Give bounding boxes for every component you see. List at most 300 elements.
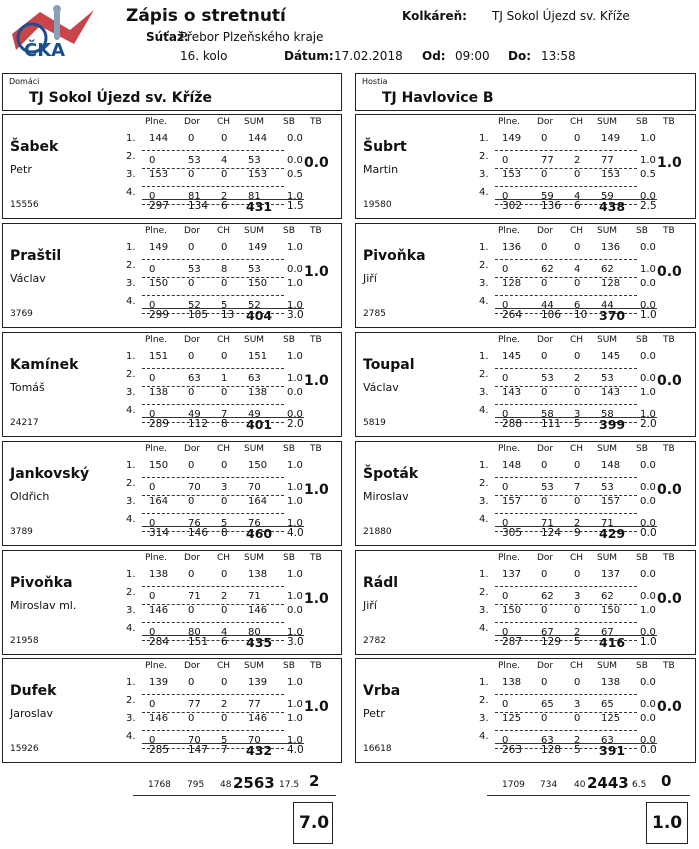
column-header: TB <box>663 335 675 345</box>
player-firstname: Petr <box>10 163 32 176</box>
player-tb: 1.0 <box>304 264 329 280</box>
score-cell: 0 <box>574 133 581 144</box>
score-cell: 0 <box>541 496 548 507</box>
score-cell: 71 <box>601 518 614 529</box>
away-points: 1.0 <box>652 813 683 833</box>
column-header: TB <box>663 661 675 671</box>
row-number: 3. <box>479 169 489 180</box>
score-cell: 71 <box>541 518 554 529</box>
row-separator <box>142 586 284 587</box>
row-number: 1. <box>126 242 136 253</box>
score-cell: 0 <box>574 387 581 398</box>
player-total-cell: 1.0 <box>640 309 657 321</box>
row-number: 1. <box>479 133 489 144</box>
home-total-ch: 48 <box>220 780 232 790</box>
home-total-sb: 17.5 <box>279 780 300 790</box>
score-cell: 59 <box>541 191 554 202</box>
score-cell: 144 <box>248 133 268 144</box>
column-header: SB <box>283 117 295 127</box>
score-cell: 1.0 <box>640 133 656 144</box>
row-number: 4. <box>479 187 489 198</box>
player-tb: 1.0 <box>657 155 682 171</box>
away-totals-line <box>487 795 690 796</box>
row-number: 3. <box>479 713 489 724</box>
score-cell: 70 <box>188 482 201 493</box>
row-number: 3. <box>126 278 136 289</box>
score-cell: 1.0 <box>287 373 303 384</box>
row-number: 3. <box>126 387 136 398</box>
score-cell: 137 <box>601 569 621 580</box>
score-cell: 0.0 <box>640 482 656 493</box>
player-surname: Kamínek <box>10 357 79 373</box>
row-number: 2. <box>479 151 489 162</box>
player-firstname: Václav <box>10 272 46 285</box>
score-cell: 0 <box>221 387 228 398</box>
player-total-cell: 3.0 <box>287 309 304 321</box>
player-total-cell: 4.0 <box>287 744 304 756</box>
score-cell: 0 <box>221 677 228 688</box>
score-cell: 0 <box>574 713 581 724</box>
score-cell: 1.0 <box>287 569 303 580</box>
row-number: 3. <box>126 605 136 616</box>
player-total-cell: 289 <box>149 418 170 430</box>
score-cell: 53 <box>601 482 614 493</box>
score-cell: 0.0 <box>287 409 303 420</box>
player-tb: 0.0 <box>304 155 329 171</box>
column-header: CH <box>570 226 584 236</box>
row-separator <box>142 730 284 731</box>
home-team-box <box>2 73 342 111</box>
score-cell: 138 <box>149 569 169 580</box>
row-separator <box>142 404 284 405</box>
column-header: SUM <box>244 226 265 236</box>
player-block <box>355 332 696 437</box>
score-cell: 63 <box>541 735 554 746</box>
column-header: SUM <box>244 335 265 345</box>
score-cell: 1.0 <box>640 155 656 166</box>
score-cell: 58 <box>541 409 554 420</box>
score-cell: 0 <box>188 278 195 289</box>
player-total-sum: 416 <box>599 635 626 650</box>
player-total-sum: 460 <box>246 526 273 541</box>
score-cell: 0.0 <box>640 713 656 724</box>
row-separator <box>142 368 284 369</box>
row-number: 1. <box>479 242 489 253</box>
score-cell: 153 <box>248 169 268 180</box>
score-cell: 63 <box>248 373 261 384</box>
player-id: 15556 <box>10 200 39 210</box>
score-cell: 49 <box>188 409 201 420</box>
player-total-cell: 106 <box>541 309 562 321</box>
score-cell: 0 <box>574 677 581 688</box>
score-cell: 0.5 <box>640 169 656 180</box>
score-cell: 2 <box>221 699 228 710</box>
column-header: Plne. <box>145 553 168 563</box>
row-separator <box>495 186 637 187</box>
player-surname: Šabek <box>10 139 59 155</box>
score-cell: 146 <box>248 605 268 616</box>
score-cell: 5 <box>221 735 228 746</box>
score-cell: 0 <box>574 569 581 580</box>
score-cell: 63 <box>188 373 201 384</box>
player-tb: 1.0 <box>304 482 329 498</box>
player-firstname: Petr <box>363 707 385 720</box>
score-cell: 1.0 <box>287 735 303 746</box>
score-cell: 1.0 <box>287 518 303 529</box>
player-block <box>355 114 696 219</box>
player-id: 5819 <box>363 418 386 428</box>
score-cell: 149 <box>502 133 522 144</box>
player-block <box>355 441 696 546</box>
column-header: TB <box>310 226 322 236</box>
score-cell: 1.0 <box>640 264 656 275</box>
score-cell: 77 <box>601 155 614 166</box>
player-surname: Šubrt <box>363 139 407 155</box>
score-cell: 65 <box>541 699 554 710</box>
player-surname: Rádl <box>363 575 399 591</box>
score-cell: 138 <box>502 677 522 688</box>
score-cell: 7 <box>574 482 581 493</box>
home-total-tb: 2 <box>309 772 320 790</box>
player-total-cell: 147 <box>188 744 209 756</box>
score-cell: 138 <box>248 387 268 398</box>
column-header: SB <box>283 226 295 236</box>
player-total-sum: 391 <box>599 743 626 758</box>
score-cell: 70 <box>188 735 201 746</box>
score-cell: 0 <box>541 569 548 580</box>
column-header: CH <box>570 661 584 671</box>
score-cell: 150 <box>502 605 522 616</box>
row-separator <box>142 477 284 478</box>
score-cell: 0 <box>149 264 156 275</box>
player-total-sum: 435 <box>246 635 273 650</box>
score-cell: 150 <box>248 278 268 289</box>
player-total-cell: 2.5 <box>640 200 657 212</box>
player-firstname: Jiří <box>363 272 377 285</box>
row-number: 2. <box>479 260 489 271</box>
score-cell: 0 <box>188 387 195 398</box>
score-cell: 80 <box>248 627 261 638</box>
row-separator <box>142 622 284 623</box>
row-number: 1. <box>126 677 136 688</box>
column-header: CH <box>570 335 584 345</box>
score-cell: 81 <box>188 191 201 202</box>
score-cell: 0 <box>502 699 509 710</box>
player-block <box>2 658 342 763</box>
player-total-cell: 9 <box>574 527 581 539</box>
column-header: SUM <box>597 553 618 563</box>
kolkaren-value: TJ Sokol Újezd sv. Kříže <box>492 9 630 23</box>
away-points-box <box>646 802 688 844</box>
score-cell: 81 <box>248 191 261 202</box>
score-cell: 0.0 <box>287 155 303 166</box>
score-cell: 151 <box>248 351 268 362</box>
score-cell: 1.0 <box>287 677 303 688</box>
row-number: 4. <box>126 187 136 198</box>
column-header: CH <box>570 117 584 127</box>
score-cell: 0 <box>221 278 228 289</box>
score-cell: 0 <box>502 591 509 602</box>
score-cell: 1.0 <box>287 351 303 362</box>
player-total-cell: 285 <box>149 744 170 756</box>
score-cell: 53 <box>541 482 554 493</box>
player-id: 24217 <box>10 418 39 428</box>
player-total-cell: 5 <box>574 744 581 756</box>
score-cell: 143 <box>601 387 621 398</box>
score-cell: 52 <box>188 300 201 311</box>
row-number: 1. <box>479 460 489 471</box>
do-label: Do: <box>508 49 532 63</box>
player-total-cell: 297 <box>149 200 170 212</box>
column-header: Plne. <box>498 117 521 127</box>
score-cell: 53 <box>248 155 261 166</box>
row-separator <box>495 694 637 695</box>
away-total-plne: 1709 <box>502 780 525 790</box>
home-points: 7.0 <box>299 813 330 833</box>
column-header: Dor <box>537 335 554 345</box>
column-header: SB <box>636 444 648 454</box>
player-total-cell: 151 <box>188 636 209 648</box>
score-cell: 0.0 <box>640 591 656 602</box>
score-cell: 53 <box>601 373 614 384</box>
score-cell: 4 <box>574 191 581 202</box>
score-cell: 153 <box>601 169 621 180</box>
column-header: SB <box>636 335 648 345</box>
kolkaren-label: Kolkáreň: <box>402 9 467 23</box>
home-total-plne: 1768 <box>148 780 171 790</box>
column-header: SB <box>283 661 295 671</box>
score-cell: 77 <box>541 155 554 166</box>
score-cell: 52 <box>248 300 261 311</box>
column-header: Plne. <box>145 444 168 454</box>
row-separator <box>495 368 637 369</box>
score-cell: 1.0 <box>287 242 303 253</box>
score-cell: 136 <box>601 242 621 253</box>
score-cell: 3 <box>574 699 581 710</box>
score-cell: 0.0 <box>640 278 656 289</box>
score-cell: 1.0 <box>287 699 303 710</box>
row-number: 1. <box>479 351 489 362</box>
score-cell: 0 <box>221 242 228 253</box>
home-totals-line <box>133 795 336 796</box>
player-total-cell: 299 <box>149 309 170 321</box>
row-separator <box>495 586 637 587</box>
score-cell: 150 <box>601 605 621 616</box>
score-cell: 0 <box>541 713 548 724</box>
player-total-cell: 13 <box>221 309 235 321</box>
column-header: Plne. <box>145 117 168 127</box>
row-number: 2. <box>479 478 489 489</box>
score-cell: 0 <box>502 373 509 384</box>
column-header: Plne. <box>498 335 521 345</box>
row-separator <box>495 477 637 478</box>
column-header: SB <box>283 553 295 563</box>
score-cell: 0 <box>221 496 228 507</box>
player-total-cell: 112 <box>188 418 209 430</box>
score-cell: 80 <box>188 627 201 638</box>
score-cell: 0.0 <box>640 677 656 688</box>
score-cell: 144 <box>149 133 169 144</box>
logo <box>10 4 96 60</box>
row-number: 4. <box>479 731 489 742</box>
player-total-sum: 401 <box>246 417 273 432</box>
score-cell: 150 <box>149 460 169 471</box>
away-team-name: TJ Havlovice B <box>382 90 494 106</box>
score-cell: 0 <box>188 133 195 144</box>
score-cell: 0 <box>502 735 509 746</box>
player-total-cell: 111 <box>541 418 562 430</box>
player-id: 16618 <box>363 744 392 754</box>
player-total-cell: 264 <box>502 309 523 321</box>
score-cell: 0 <box>149 409 156 420</box>
player-tb: 0.0 <box>657 373 682 389</box>
row-separator <box>495 404 637 405</box>
row-number: 4. <box>126 296 136 307</box>
player-surname: Jankovský <box>10 466 90 482</box>
column-header: Dor <box>184 226 201 236</box>
datum-label: Dátum: <box>284 49 334 63</box>
score-cell: 0 <box>221 605 228 616</box>
away-total-sb: 6.5 <box>632 780 647 790</box>
score-cell: 150 <box>149 278 169 289</box>
away-total-ch: 40 <box>574 780 586 790</box>
row-number: 4. <box>479 623 489 634</box>
player-total-sum: 438 <box>599 199 626 214</box>
score-cell: 143 <box>502 387 522 398</box>
score-cell: 0.0 <box>287 133 303 144</box>
player-total-cell: 2.0 <box>640 418 657 430</box>
score-cell: 4 <box>221 155 228 166</box>
row-number: 1. <box>126 460 136 471</box>
score-cell: 1.0 <box>287 713 303 724</box>
player-id: 21880 <box>363 527 392 537</box>
player-total-cell: 5 <box>574 636 581 648</box>
score-cell: 70 <box>248 735 261 746</box>
column-header: Dor <box>537 226 554 236</box>
column-header: Plne. <box>498 226 521 236</box>
score-cell: 125 <box>601 713 621 724</box>
player-firstname: Miroslav ml. <box>10 599 77 612</box>
row-separator <box>142 150 284 151</box>
column-header: Dor <box>537 553 554 563</box>
score-cell: 0 <box>188 496 195 507</box>
column-header: Plne. <box>498 553 521 563</box>
score-cell: 0 <box>149 735 156 746</box>
score-cell: 146 <box>149 713 169 724</box>
score-cell: 148 <box>601 460 621 471</box>
player-tb: 0.0 <box>657 482 682 498</box>
row-number: 2. <box>126 587 136 598</box>
player-total-cell: 7 <box>221 744 228 756</box>
score-cell: 77 <box>188 699 201 710</box>
score-cell: 1.0 <box>287 496 303 507</box>
row-separator <box>142 259 284 260</box>
column-header: TB <box>663 117 675 127</box>
column-header: Plne. <box>498 444 521 454</box>
score-cell: 0 <box>188 169 195 180</box>
column-header: TB <box>663 226 675 236</box>
score-cell: 0.0 <box>640 373 656 384</box>
score-cell: 0 <box>541 677 548 688</box>
score-cell: 0.0 <box>287 387 303 398</box>
player-total-sum: 432 <box>246 743 273 758</box>
column-header: SUM <box>597 444 618 454</box>
player-id: 2785 <box>363 309 386 319</box>
score-cell: 157 <box>502 496 522 507</box>
score-cell: 1.0 <box>287 460 303 471</box>
player-total-cell: 6 <box>574 200 581 212</box>
player-surname: Pivoňka <box>363 248 426 264</box>
row-number: 2. <box>479 369 489 380</box>
score-cell: 2 <box>574 627 581 638</box>
column-header: Plne. <box>498 661 521 671</box>
score-cell: 0 <box>149 518 156 529</box>
player-total-cell: 136 <box>541 200 562 212</box>
column-header: CH <box>217 226 231 236</box>
column-header: Dor <box>184 335 201 345</box>
player-id: 15926 <box>10 744 39 754</box>
player-total-cell: 287 <box>502 636 523 648</box>
score-cell: 4 <box>574 264 581 275</box>
column-header: Plne. <box>145 661 168 671</box>
score-cell: 0.0 <box>287 605 303 616</box>
score-cell: 137 <box>502 569 522 580</box>
row-separator <box>495 259 637 260</box>
away-team-role: Hostia <box>362 77 388 86</box>
away-total-dor: 734 <box>540 780 558 790</box>
score-cell: 0.5 <box>287 169 303 180</box>
player-firstname: Tomáš <box>10 381 45 394</box>
score-cell: 76 <box>188 518 201 529</box>
row-number: 4. <box>479 514 489 525</box>
score-cell: 0 <box>188 242 195 253</box>
score-cell: 0 <box>574 460 581 471</box>
score-cell: 0.0 <box>640 351 656 362</box>
player-total-cell: 5 <box>574 418 581 430</box>
score-cell: 53 <box>248 264 261 275</box>
score-cell: 3 <box>221 482 228 493</box>
home-team-role: Domáci <box>9 77 40 86</box>
row-number: 4. <box>126 731 136 742</box>
column-header: Dor <box>537 117 554 127</box>
home-total-dor: 795 <box>187 780 205 790</box>
row-number: 4. <box>126 405 136 416</box>
row-number: 3. <box>479 387 489 398</box>
score-cell: 76 <box>248 518 261 529</box>
score-cell: 6 <box>574 300 581 311</box>
player-surname: Toupal <box>363 357 415 373</box>
score-cell: 1.0 <box>287 591 303 602</box>
score-cell: 0 <box>221 713 228 724</box>
score-cell: 0 <box>221 133 228 144</box>
score-cell: 157 <box>601 496 621 507</box>
column-header: Dor <box>184 117 201 127</box>
score-cell: 71 <box>188 591 201 602</box>
score-cell: 0 <box>541 169 548 180</box>
column-header: TB <box>310 335 322 345</box>
score-cell: 0 <box>574 169 581 180</box>
row-number: 2. <box>479 695 489 706</box>
away-total-tb: 0 <box>661 772 672 790</box>
column-header: SUM <box>597 335 618 345</box>
column-header: CH <box>217 553 231 563</box>
score-cell: 0 <box>541 278 548 289</box>
score-cell: 65 <box>601 699 614 710</box>
player-surname: Pivoňka <box>10 575 73 591</box>
od-label: Od: <box>422 49 446 63</box>
row-number: 2. <box>126 260 136 271</box>
column-header: Dor <box>184 661 201 671</box>
